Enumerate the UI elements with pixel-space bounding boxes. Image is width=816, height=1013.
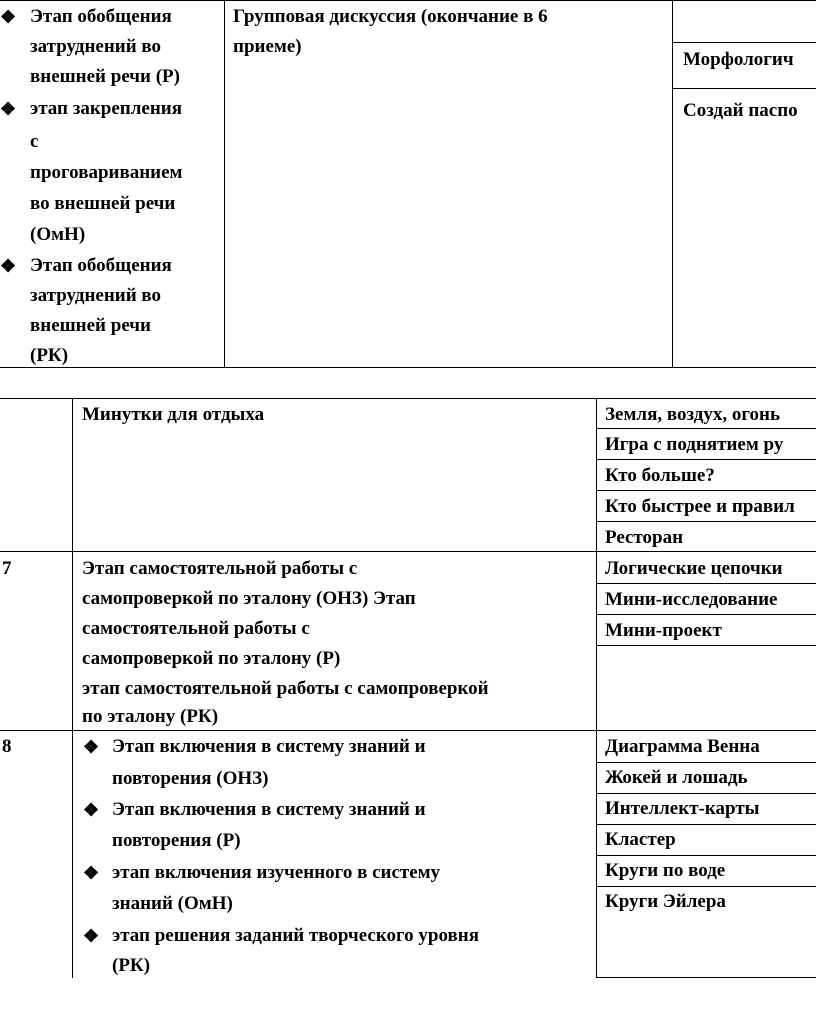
table1-top-border bbox=[0, 0, 816, 1]
method-item: Кто быстрее и правил bbox=[605, 496, 795, 517]
bullet-icon: ❖ bbox=[83, 863, 100, 883]
stage-text: по эталону (РК) bbox=[82, 706, 219, 727]
method-item: Логические цепочки bbox=[605, 558, 783, 579]
method-item: Диаграмма Венна bbox=[605, 736, 760, 757]
method-item: Круги по воде bbox=[605, 860, 726, 881]
table1-col1-text: во внешней речи bbox=[30, 193, 176, 214]
stage-text: Этап включения в систему знаний и bbox=[112, 799, 426, 820]
row-number: 7 bbox=[2, 558, 12, 579]
table2-col-divider-2 bbox=[596, 398, 597, 978]
method-item: Земля, воздух, огонь bbox=[605, 404, 781, 425]
bullet-icon: ❖ bbox=[0, 256, 17, 276]
row-number: 8 bbox=[2, 736, 12, 757]
table1-bottom-border bbox=[0, 367, 816, 368]
table1-col1-text: (ОмН) bbox=[30, 224, 86, 245]
table1-col1-text: внешней речи bbox=[30, 315, 151, 336]
bullet-icon: ❖ bbox=[83, 737, 100, 757]
bullet-icon: ❖ bbox=[83, 800, 100, 820]
method-item: Кластер bbox=[605, 829, 676, 850]
table1-col1-text: (РК) bbox=[30, 345, 69, 366]
table1-col1-text: Этап обобщения bbox=[30, 6, 172, 27]
table1-col1-text: затруднений во bbox=[30, 285, 162, 306]
method-item: Ресторан bbox=[605, 527, 684, 548]
stage-text: повторения (Р) bbox=[112, 830, 241, 851]
table1-col-divider-2 bbox=[672, 0, 673, 368]
table1-col1-text: с bbox=[30, 131, 39, 152]
stage-text: самопроверкой по эталону (Р) bbox=[82, 648, 341, 669]
table2-bottom-border bbox=[596, 977, 816, 978]
stage-text: самостоятельной работы с bbox=[82, 618, 310, 639]
stage-text: (РК) bbox=[112, 955, 151, 976]
table2-top-border bbox=[0, 398, 816, 399]
method-item: Интеллект-карты bbox=[605, 798, 760, 819]
table1-col3-line-2 bbox=[672, 88, 816, 89]
table1-col2-text: приеме) bbox=[233, 36, 302, 57]
stage-text: этап включения изученного в систему bbox=[112, 862, 441, 883]
method-item: Мини-проект bbox=[605, 620, 722, 641]
table2-row-divider-1 bbox=[0, 551, 816, 552]
method-item: Жокей и лошадь bbox=[605, 767, 748, 788]
method-item: Кто больше? bbox=[605, 465, 715, 486]
table1-col1-text: затруднений во bbox=[30, 36, 162, 57]
stage-text: повторения (ОНЗ) bbox=[112, 768, 269, 789]
table1-col3-text: Создай паспо bbox=[683, 100, 798, 121]
table1-col1-text: Этап обобщения bbox=[30, 255, 172, 276]
table1-col1-text: проговариванием bbox=[30, 162, 183, 183]
stage-text: этап самостоятельной работы с самопроверкой bbox=[82, 678, 489, 699]
method-item: Игра с поднятием ру bbox=[605, 434, 784, 455]
stage-text: Минутки для отдыха bbox=[82, 404, 265, 425]
bullet-icon: ❖ bbox=[0, 99, 17, 119]
bullet-icon: ❖ bbox=[83, 926, 100, 946]
stage-text: Этап самостоятельной работы с bbox=[82, 558, 358, 579]
table1-col1-text: внешней речи (Р) bbox=[30, 66, 180, 87]
bullet-icon: ❖ bbox=[0, 7, 17, 27]
table1-col3-line-1 bbox=[672, 42, 816, 43]
stage-text: Этап включения в систему знаний и bbox=[112, 736, 426, 757]
method-item: Круги Эйлера bbox=[605, 891, 726, 912]
table1-col1-text: этап закрепления bbox=[30, 98, 183, 119]
stage-text: этап решения заданий творческого уровня bbox=[112, 925, 480, 946]
table1-col2-text: Групповая дискуссия (окончание в 6 bbox=[233, 6, 548, 27]
stage-text: самопроверкой по эталону (ОНЗ) Этап bbox=[82, 588, 416, 609]
method-item: Мини-исследование bbox=[605, 589, 778, 610]
table2-col-divider-1 bbox=[72, 398, 73, 978]
table1-col-divider-1 bbox=[224, 0, 225, 368]
stage-text: знаний (ОмН) bbox=[112, 893, 233, 914]
table1-col3-text: Морфологич bbox=[683, 49, 794, 70]
